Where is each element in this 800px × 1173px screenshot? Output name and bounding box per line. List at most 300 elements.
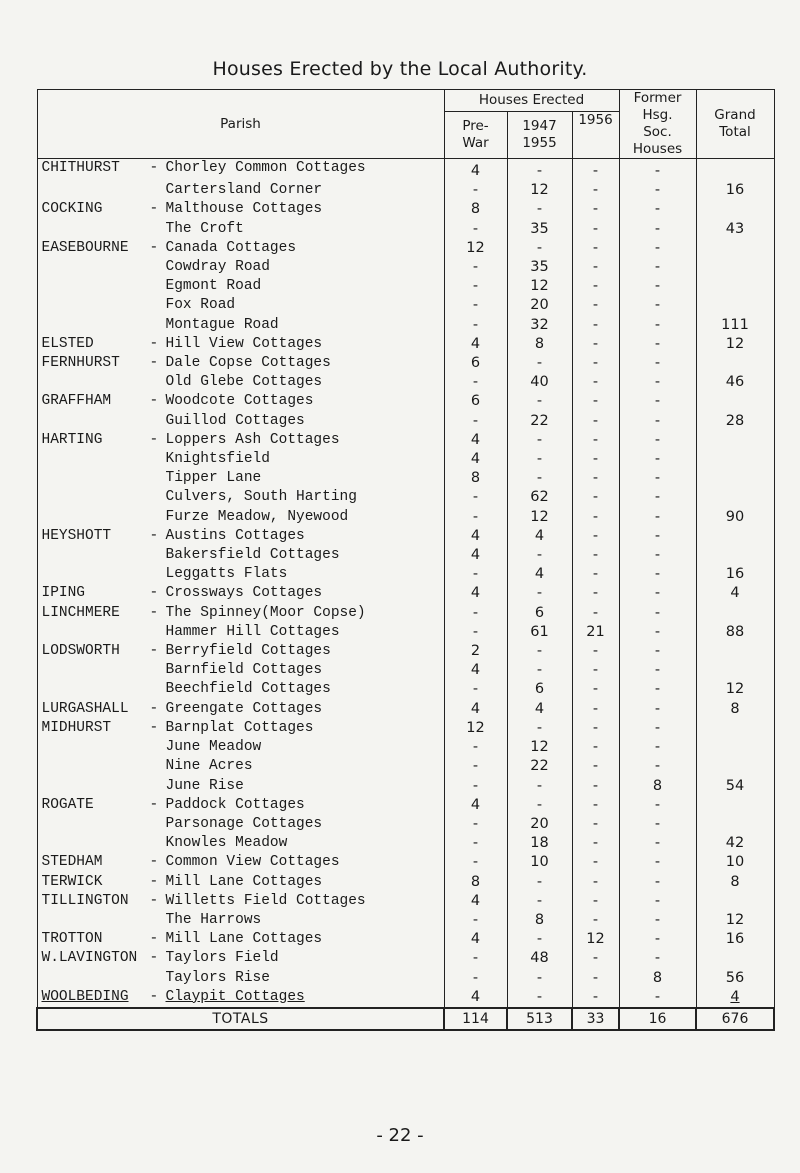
former-cell: - bbox=[619, 296, 696, 315]
grand-total-cell bbox=[696, 296, 774, 315]
1956-cell: - bbox=[572, 277, 619, 296]
grand-total-cell bbox=[696, 604, 774, 623]
1956-cell: - bbox=[572, 159, 619, 182]
pre-war-cell: - bbox=[444, 488, 507, 507]
totals-label: TOTALS bbox=[37, 1008, 444, 1030]
1947-1955-cell: - bbox=[507, 873, 572, 892]
parish-dash: - bbox=[149, 160, 159, 176]
table-row bbox=[37, 277, 774, 296]
former-cell: - bbox=[619, 450, 696, 469]
table-row bbox=[37, 873, 774, 892]
grand-total-cell: 42 bbox=[696, 834, 774, 853]
table-row bbox=[37, 719, 774, 738]
1947-1955-cell: 6 bbox=[507, 604, 572, 623]
parish-cell bbox=[37, 834, 444, 853]
parish-cell bbox=[37, 604, 444, 623]
1947-1955-cell: - bbox=[507, 719, 572, 738]
site-name: Mill Lane Cottages bbox=[165, 931, 323, 948]
pre-war-cell: 4 bbox=[444, 335, 507, 354]
former-cell: - bbox=[619, 949, 696, 968]
1947-1955-cell: - bbox=[507, 469, 572, 488]
table-row bbox=[37, 680, 774, 699]
site-name: Chorley Common Cottages bbox=[165, 160, 366, 176]
1947-1955-cell: - bbox=[507, 159, 572, 182]
pre-war-cell: - bbox=[444, 777, 507, 796]
former-cell: - bbox=[619, 335, 696, 354]
former-cell: - bbox=[619, 642, 696, 661]
1947-1955-cell: - bbox=[507, 546, 572, 565]
pre-war-cell: - bbox=[444, 277, 507, 296]
former-cell: - bbox=[619, 815, 696, 834]
header-1947-1955 bbox=[507, 111, 572, 158]
former-cell: - bbox=[619, 527, 696, 546]
parish-name: HEYSHOTT bbox=[41, 527, 112, 544]
grand-total-cell bbox=[696, 431, 774, 450]
1956-cell: - bbox=[572, 796, 619, 815]
pre-war-cell: 2 bbox=[444, 642, 507, 661]
table-row bbox=[37, 949, 774, 968]
former-cell: - bbox=[619, 661, 696, 680]
1956-cell: - bbox=[572, 316, 619, 335]
pre-war-cell: - bbox=[444, 969, 507, 988]
site-name: Knowles Meadow bbox=[165, 835, 288, 852]
header-pre-war bbox=[444, 111, 507, 158]
1956-cell: - bbox=[572, 469, 619, 488]
former-cell: - bbox=[619, 988, 696, 1008]
site-name: Claypit Cottages bbox=[165, 988, 305, 1005]
grand-total-cell: 4 bbox=[696, 584, 774, 603]
1947-1955-cell: 35 bbox=[507, 258, 572, 277]
parish-cell bbox=[37, 296, 444, 315]
site-name: The Spinney(Moor Copse) bbox=[165, 604, 366, 621]
1956-cell: - bbox=[572, 642, 619, 661]
pre-war-cell: 4 bbox=[444, 661, 507, 680]
former-cell: - bbox=[619, 488, 696, 507]
1956-cell: - bbox=[572, 873, 619, 892]
parish-name: W.LAVINGTON bbox=[41, 950, 138, 967]
parish-cell bbox=[37, 200, 444, 219]
pre-war-cell: - bbox=[444, 680, 507, 699]
grand-total-cell bbox=[696, 757, 774, 776]
1947-1955-cell: 4 bbox=[507, 565, 572, 584]
1947-1955-cell: 22 bbox=[507, 757, 572, 776]
grand-total-cell bbox=[696, 892, 774, 911]
parish-cell bbox=[37, 277, 444, 296]
pre-war-cell: 4 bbox=[444, 700, 507, 719]
1947-1955-cell: 62 bbox=[507, 488, 572, 507]
site-name: Fox Road bbox=[165, 297, 236, 314]
1956-cell: - bbox=[572, 661, 619, 680]
parish-dash: - bbox=[149, 796, 159, 813]
grand-total-cell bbox=[696, 392, 774, 411]
table-row bbox=[37, 200, 774, 219]
table-row bbox=[37, 159, 774, 182]
pre-war-cell: 6 bbox=[444, 392, 507, 411]
1947-1955-cell: 12 bbox=[507, 181, 572, 200]
grand-total-cell: 111 bbox=[696, 316, 774, 335]
table-row bbox=[37, 296, 774, 315]
table-row bbox=[37, 700, 774, 719]
site-name: Common View Cottages bbox=[165, 854, 340, 871]
parish-dash: - bbox=[149, 585, 159, 602]
table-row bbox=[37, 661, 774, 680]
grand-total-cell bbox=[696, 469, 774, 488]
parish-cell bbox=[37, 969, 444, 988]
former-cell: - bbox=[619, 181, 696, 200]
header-pre-war-label: Pre-War bbox=[462, 117, 489, 151]
site-name: Montague Road bbox=[165, 316, 279, 333]
site-name: Woodcote Cottages bbox=[165, 393, 314, 410]
grand-total-cell bbox=[696, 200, 774, 219]
site-name: Malthouse Cottages bbox=[165, 201, 323, 218]
parish-cell bbox=[37, 719, 444, 738]
1956-cell: - bbox=[572, 911, 619, 930]
parish-cell bbox=[37, 392, 444, 411]
1956-cell: 21 bbox=[572, 623, 619, 642]
page-title: Houses Erected by the Local Authority. bbox=[212, 58, 588, 80]
pre-war-cell: 4 bbox=[444, 527, 507, 546]
site-name: Taylors Field bbox=[165, 950, 279, 967]
parish-name: TILLINGTON bbox=[41, 892, 129, 909]
parish-cell bbox=[37, 373, 444, 392]
1956-cell: - bbox=[572, 450, 619, 469]
former-cell: - bbox=[619, 508, 696, 527]
former-cell: - bbox=[619, 258, 696, 277]
parish-cell bbox=[37, 584, 444, 603]
grand-total-cell: 90 bbox=[696, 508, 774, 527]
header-houses-erected: Houses Erected bbox=[444, 90, 619, 112]
1947-1955-cell: 8 bbox=[507, 911, 572, 930]
totals-row bbox=[37, 1008, 774, 1030]
site-name: Hammer Hill Cottages bbox=[165, 623, 340, 640]
grand-total-cell: 43 bbox=[696, 220, 774, 239]
parish-dash: - bbox=[149, 431, 159, 448]
1956-cell: - bbox=[572, 546, 619, 565]
grand-total-cell bbox=[696, 738, 774, 757]
table-row bbox=[37, 853, 774, 872]
1956-cell: - bbox=[572, 892, 619, 911]
header-grand-total bbox=[696, 90, 774, 159]
parish-name: IPING bbox=[41, 585, 86, 602]
grand-total-cell bbox=[696, 239, 774, 258]
1947-1955-cell: - bbox=[507, 392, 572, 411]
parish-cell bbox=[37, 853, 444, 872]
1956-cell: - bbox=[572, 949, 619, 968]
1947-1955-cell: - bbox=[507, 584, 572, 603]
1956-cell: - bbox=[572, 335, 619, 354]
site-name: Hill View Cottages bbox=[165, 335, 323, 352]
pre-war-cell: - bbox=[444, 412, 507, 431]
table-row bbox=[37, 488, 774, 507]
1956-cell: 12 bbox=[572, 930, 619, 949]
parish-name: TERWICK bbox=[41, 873, 103, 890]
site-name: Guillod Cottages bbox=[165, 412, 305, 429]
parish-cell bbox=[37, 412, 444, 431]
table-row bbox=[37, 469, 774, 488]
1947-1955-cell: - bbox=[507, 642, 572, 661]
former-cell: - bbox=[619, 623, 696, 642]
parish-cell bbox=[37, 642, 444, 661]
table-row bbox=[37, 354, 774, 373]
parish-cell bbox=[37, 777, 444, 796]
1956-cell: - bbox=[572, 604, 619, 623]
grand-total-cell: 12 bbox=[696, 911, 774, 930]
former-cell: - bbox=[619, 853, 696, 872]
pre-war-cell: 4 bbox=[444, 450, 507, 469]
1947-1955-cell: 20 bbox=[507, 815, 572, 834]
table-row bbox=[37, 623, 774, 642]
1947-1955-cell: 12 bbox=[507, 508, 572, 527]
totals-1956: 33 bbox=[572, 1008, 619, 1030]
parish-cell bbox=[37, 335, 444, 354]
parish-name: ROGATE bbox=[41, 796, 94, 813]
parish-name: STEDHAM bbox=[41, 854, 103, 871]
pre-war-cell: - bbox=[444, 220, 507, 239]
pre-war-cell: 4 bbox=[444, 930, 507, 949]
1956-cell: - bbox=[572, 200, 619, 219]
1947-1955-cell: - bbox=[507, 777, 572, 796]
1956-cell: - bbox=[572, 181, 619, 200]
1947-1955-cell: 4 bbox=[507, 527, 572, 546]
1956-cell: - bbox=[572, 239, 619, 258]
table-row bbox=[37, 316, 774, 335]
1947-1955-cell: 18 bbox=[507, 834, 572, 853]
site-name: The Croft bbox=[165, 220, 244, 237]
pre-war-cell: 4 bbox=[444, 584, 507, 603]
table-row bbox=[37, 565, 774, 584]
grand-total-cell bbox=[696, 354, 774, 373]
1947-1955-cell: 40 bbox=[507, 373, 572, 392]
parish-dash: - bbox=[149, 988, 159, 1005]
grand-total-cell bbox=[696, 159, 774, 182]
parish-dash: - bbox=[149, 700, 159, 717]
header-former-label: Former Hsg. Soc. Houses bbox=[632, 90, 683, 157]
former-cell: - bbox=[619, 738, 696, 757]
parish-cell bbox=[37, 159, 444, 182]
parish-name: EASEBOURNE bbox=[41, 239, 129, 256]
table-row bbox=[37, 988, 774, 1008]
former-cell: - bbox=[619, 220, 696, 239]
grand-total-cell: 12 bbox=[696, 680, 774, 699]
grand-total-cell bbox=[696, 277, 774, 296]
parish-name: COCKING bbox=[41, 201, 103, 218]
1947-1955-cell: 48 bbox=[507, 949, 572, 968]
parish-cell bbox=[37, 546, 444, 565]
grand-total-cell: 56 bbox=[696, 969, 774, 988]
1947-1955-cell: - bbox=[507, 239, 572, 258]
1956-cell: - bbox=[572, 988, 619, 1008]
1947-1955-cell: - bbox=[507, 969, 572, 988]
grand-total-cell bbox=[696, 258, 774, 277]
site-name: Tipper Lane bbox=[165, 470, 262, 487]
grand-total-cell: 46 bbox=[696, 373, 774, 392]
parish-cell bbox=[37, 988, 444, 1008]
header-former bbox=[619, 90, 696, 159]
pre-war-cell: - bbox=[444, 834, 507, 853]
site-name: Cartersland Corner bbox=[165, 182, 323, 199]
site-name: The Harrows bbox=[165, 911, 262, 928]
parish-dash: - bbox=[149, 892, 159, 909]
former-cell: - bbox=[619, 796, 696, 815]
pre-war-cell: 4 bbox=[444, 159, 507, 182]
totals-grand: 676 bbox=[696, 1008, 774, 1030]
pre-war-cell: 8 bbox=[444, 469, 507, 488]
parish-dash: - bbox=[149, 643, 159, 660]
pre-war-cell: 12 bbox=[444, 239, 507, 258]
parish-cell bbox=[37, 527, 444, 546]
parish-cell bbox=[37, 930, 444, 949]
grand-total-cell: 54 bbox=[696, 777, 774, 796]
1947-1955-cell: 32 bbox=[507, 316, 572, 335]
1947-1955-cell: 12 bbox=[507, 277, 572, 296]
parish-cell bbox=[37, 623, 444, 642]
site-name: Greengate Cottages bbox=[165, 700, 323, 717]
former-cell: - bbox=[619, 604, 696, 623]
former-cell: - bbox=[619, 159, 696, 182]
parish-dash: - bbox=[149, 854, 159, 871]
grand-total-cell bbox=[696, 450, 774, 469]
former-cell: 8 bbox=[619, 969, 696, 988]
former-cell: - bbox=[619, 239, 696, 258]
pre-war-cell: 4 bbox=[444, 431, 507, 450]
former-cell: - bbox=[619, 431, 696, 450]
parish-dash: - bbox=[149, 950, 159, 967]
table-row bbox=[37, 796, 774, 815]
1956-cell: - bbox=[572, 584, 619, 603]
former-cell: - bbox=[619, 930, 696, 949]
pre-war-cell: - bbox=[444, 258, 507, 277]
parish-dash: - bbox=[149, 239, 159, 256]
table-body bbox=[37, 159, 774, 1008]
parish-cell bbox=[37, 892, 444, 911]
1956-cell: - bbox=[572, 412, 619, 431]
table-row bbox=[37, 527, 774, 546]
table-row bbox=[37, 969, 774, 988]
parish-cell bbox=[37, 949, 444, 968]
1947-1955-cell: - bbox=[507, 892, 572, 911]
header-grand-total-label: Grand Total bbox=[714, 107, 756, 140]
grand-total-cell: 16 bbox=[696, 565, 774, 584]
site-name: June Rise bbox=[165, 777, 244, 794]
former-cell: - bbox=[619, 873, 696, 892]
1956-cell: - bbox=[572, 431, 619, 450]
parish-dash: - bbox=[149, 355, 159, 372]
site-name: Knightsfield bbox=[165, 451, 270, 468]
1956-cell: - bbox=[572, 354, 619, 373]
parish-cell bbox=[37, 220, 444, 239]
parish-cell bbox=[37, 873, 444, 892]
table-row bbox=[37, 412, 774, 431]
grand-total-cell bbox=[696, 546, 774, 565]
site-name: Berryfield Cottages bbox=[165, 643, 331, 660]
1956-cell: - bbox=[572, 853, 619, 872]
grand-total-cell: 88 bbox=[696, 623, 774, 642]
parish-cell bbox=[37, 565, 444, 584]
grand-total-cell bbox=[696, 949, 774, 968]
totals-former: 16 bbox=[619, 1008, 696, 1030]
1956-cell: - bbox=[572, 700, 619, 719]
1956-cell: - bbox=[572, 969, 619, 988]
site-name: June Meadow bbox=[165, 739, 262, 756]
former-cell: - bbox=[619, 316, 696, 335]
1956-cell: - bbox=[572, 508, 619, 527]
parish-dash: - bbox=[149, 931, 159, 948]
1956-cell: - bbox=[572, 777, 619, 796]
site-name: Paddock Cottages bbox=[165, 796, 305, 813]
parish-name: CHITHURST bbox=[41, 160, 120, 176]
former-cell: - bbox=[619, 546, 696, 565]
grand-total-cell: 16 bbox=[696, 930, 774, 949]
parish-name: TROTTON bbox=[41, 931, 103, 948]
pre-war-cell: - bbox=[444, 181, 507, 200]
1947-1955-cell: 22 bbox=[507, 412, 572, 431]
grand-total-cell bbox=[696, 796, 774, 815]
site-name: Canada Cottages bbox=[165, 239, 297, 256]
parish-name: LINCHMERE bbox=[41, 604, 120, 621]
table-row bbox=[37, 181, 774, 200]
table-row bbox=[37, 239, 774, 258]
1956-cell: - bbox=[572, 757, 619, 776]
grand-total-cell: 16 bbox=[696, 181, 774, 200]
1956-cell: - bbox=[572, 220, 619, 239]
pre-war-cell: 6 bbox=[444, 354, 507, 373]
parish-cell bbox=[37, 796, 444, 815]
parish-cell bbox=[37, 450, 444, 469]
1947-1955-cell: 61 bbox=[507, 623, 572, 642]
site-name: Culvers, South Harting bbox=[165, 489, 357, 506]
table-row bbox=[37, 911, 774, 930]
site-name: Willetts Field Cottages bbox=[165, 892, 366, 909]
1947-1955-cell: 12 bbox=[507, 738, 572, 757]
table-row bbox=[37, 431, 774, 450]
pre-war-cell: - bbox=[444, 757, 507, 776]
site-name: Crossways Cottages bbox=[165, 585, 323, 602]
former-cell: 8 bbox=[619, 777, 696, 796]
parish-cell bbox=[37, 239, 444, 258]
pre-war-cell: 12 bbox=[444, 719, 507, 738]
former-cell: - bbox=[619, 680, 696, 699]
site-name: Furze Meadow, Nyewood bbox=[165, 508, 349, 525]
former-cell: - bbox=[619, 584, 696, 603]
pre-war-cell: 4 bbox=[444, 892, 507, 911]
page-number: - 22 - bbox=[376, 1125, 424, 1146]
site-name: Loppers Ash Cottages bbox=[165, 431, 340, 448]
pre-war-cell: - bbox=[444, 949, 507, 968]
table-row bbox=[37, 892, 774, 911]
header-parish: Parish bbox=[37, 90, 444, 159]
former-cell: - bbox=[619, 469, 696, 488]
pre-war-cell: 4 bbox=[444, 796, 507, 815]
former-cell: - bbox=[619, 911, 696, 930]
parish-cell bbox=[37, 738, 444, 757]
parish-cell bbox=[37, 469, 444, 488]
1956-cell: - bbox=[572, 834, 619, 853]
former-cell: - bbox=[619, 757, 696, 776]
grand-total-cell bbox=[696, 719, 774, 738]
header-1956: 1956 bbox=[572, 111, 619, 158]
parish-dash: - bbox=[149, 719, 159, 736]
table-row bbox=[37, 738, 774, 757]
site-name: Mill Lane Cottages bbox=[165, 873, 323, 890]
former-cell: - bbox=[619, 373, 696, 392]
parish-dash: - bbox=[149, 604, 159, 621]
pre-war-cell: - bbox=[444, 296, 507, 315]
table-row bbox=[37, 815, 774, 834]
parish-name: WOOLBEDING bbox=[41, 988, 129, 1005]
table-row bbox=[37, 604, 774, 623]
header-1947-1955-label: 1947 1955 bbox=[522, 117, 557, 151]
site-name: Bakersfield Cottages bbox=[165, 547, 340, 564]
